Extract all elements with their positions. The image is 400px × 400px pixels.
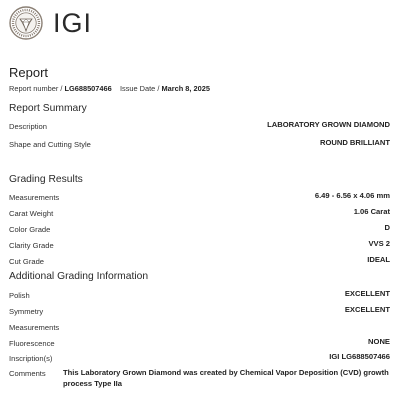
comments-label: Comments	[9, 369, 46, 378]
summary-row-description	[9, 122, 390, 134]
section-title-summary: Report Summary	[9, 103, 87, 114]
row-value: EXCELLENT	[344, 289, 390, 298]
row-label: Color Grade	[9, 225, 51, 234]
grading-row-color	[9, 225, 390, 237]
row-value: D	[384, 223, 390, 232]
row-value: 6.49 - 6.56 x 4.06 mm	[314, 191, 390, 200]
row-value: IGI LG688507466	[329, 352, 390, 361]
row-label: Fluorescence	[9, 339, 55, 348]
igi-seal-icon	[9, 6, 43, 40]
section-title-grading: Grading Results	[9, 174, 83, 185]
grading-row-cut	[9, 257, 390, 269]
grading-row-carat	[9, 209, 390, 221]
issue-date-label: Issue Date /	[119, 84, 160, 93]
issue-date: March 8, 2025	[161, 84, 210, 93]
row-value: IDEAL	[367, 255, 390, 264]
section-title-additional: Additional Grading Information	[9, 271, 149, 282]
report-title: Report	[9, 65, 49, 80]
row-value: VVS 2	[368, 239, 390, 248]
row-value: EXCELLENT	[344, 305, 390, 314]
report-number: LG688507466	[64, 84, 112, 93]
comments-value: This Laboratory Grown Diamond was created by Chemical Vapor Deposition (CVD) growth process Type IIa	[63, 368, 389, 389]
grading-row-measurements	[9, 193, 390, 205]
additional-row-symmetry	[9, 307, 390, 319]
row-value: ROUND BRILLIANT	[319, 138, 390, 147]
report-number-label: Report number /	[9, 84, 63, 93]
row-label: Shape and Cutting Style	[9, 140, 91, 149]
brand-name: IGI	[53, 7, 93, 38]
row-label: Clarity Grade	[9, 241, 54, 250]
report-meta	[9, 84, 210, 93]
additional-row-inscription	[9, 354, 390, 366]
row-label: Inscription(s)	[9, 354, 53, 363]
row-label: Measurements	[9, 323, 60, 332]
igi-logo	[9, 6, 92, 40]
row-label: Measurements	[9, 193, 60, 202]
row-label: Polish	[9, 291, 30, 300]
row-value: 1.06 Carat	[353, 207, 390, 216]
additional-row-polish	[9, 291, 390, 303]
additional-row-fluorescence	[9, 339, 390, 351]
additional-row-measurements	[9, 323, 390, 335]
row-label: Carat Weight	[9, 209, 54, 218]
row-value: LABORATORY GROWN DIAMOND	[267, 120, 390, 129]
row-label: Cut Grade	[9, 257, 45, 266]
row-label: Description	[9, 122, 47, 131]
row-label: Symmetry	[9, 307, 44, 316]
summary-row-shape	[9, 140, 390, 152]
grading-row-clarity	[9, 241, 390, 253]
row-value: NONE	[368, 337, 390, 346]
